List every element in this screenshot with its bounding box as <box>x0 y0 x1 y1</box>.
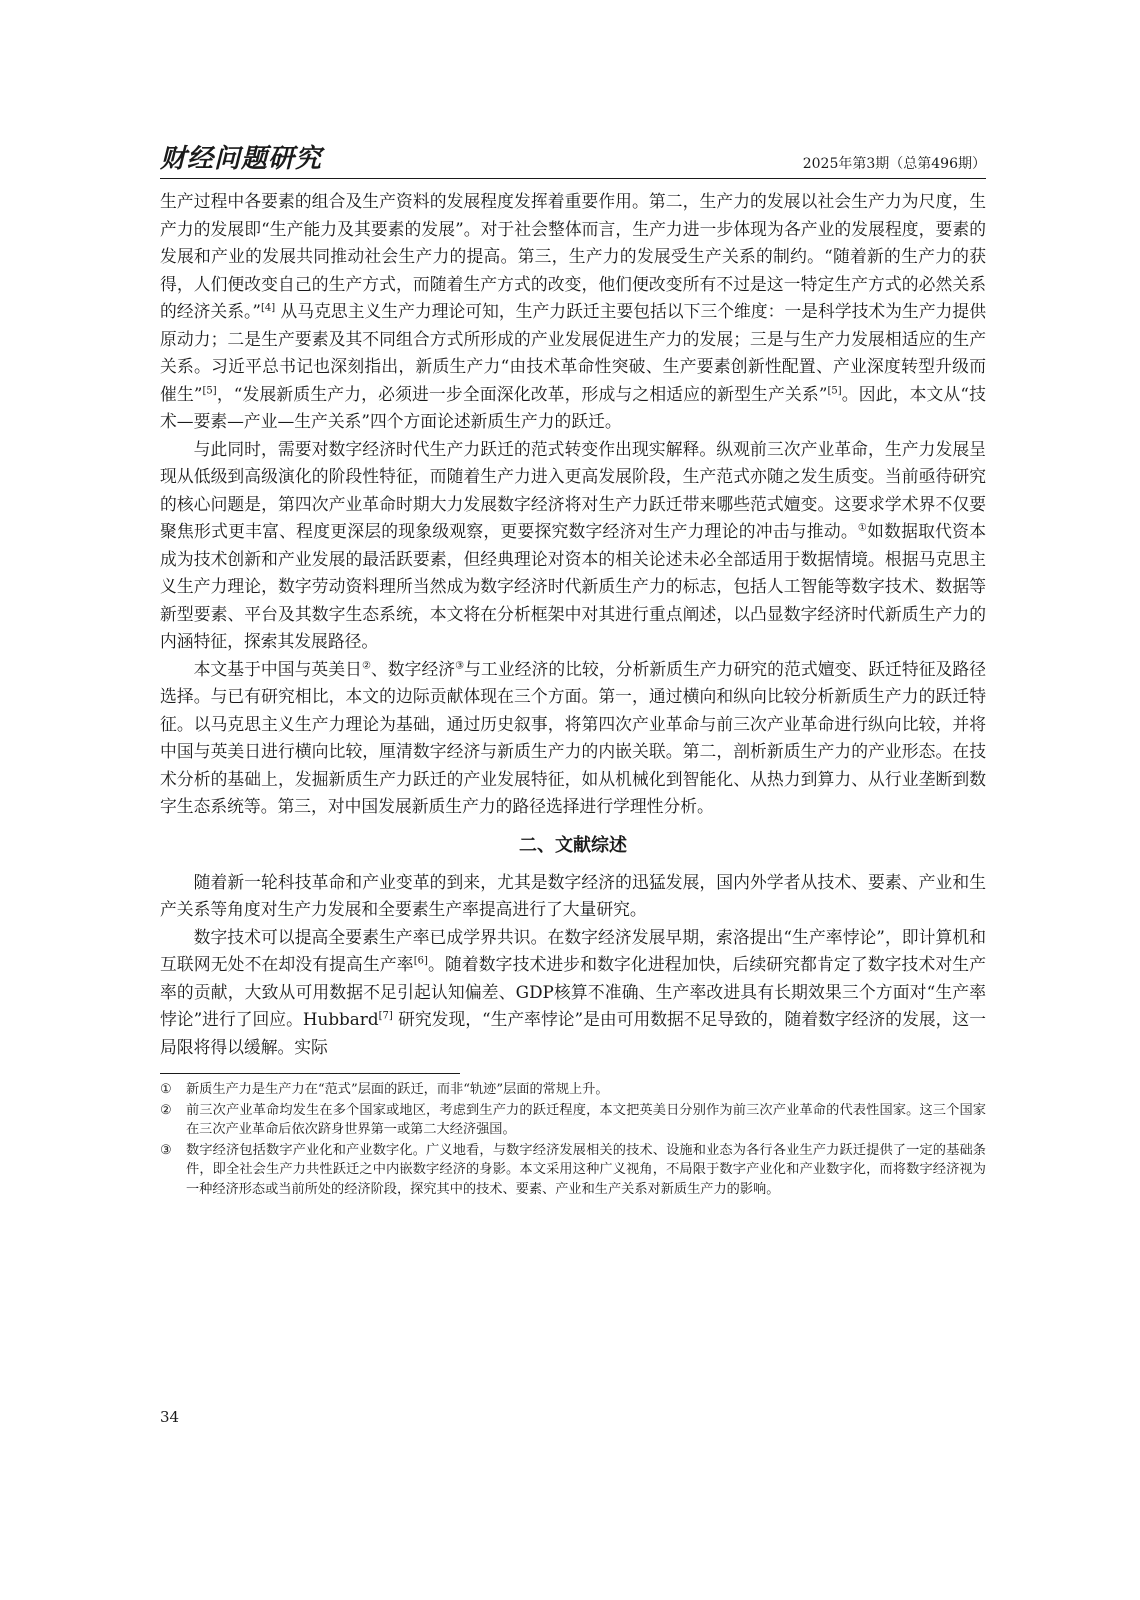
footnote-divider <box>160 1073 460 1074</box>
footnote-ref[interactable]: ③ <box>455 659 465 671</box>
paragraph: 与此同时，需要对数字经济时代生产力跃迁的范式转变作出现实解释。纵观前三次产业革命，生产力发展呈现从低级到高级演化的阶段性特征，而随着生产力进入更高发展阶段，生产范式亦随之发生质变。当前亟待研究的核心问题是，第四次产业革命时期大力发展数字经济将对生产力跃迁带来哪些范式嬗变。这要求学术界不仅要聚焦形式更丰富、程度更深层的现象级观察，更要探究数字经济对生产力理论的冲击与推动。①如数据取代资本成为技术创新和产业发展的最活跃要素，但经典理论对资本的相关论述未必全部适用于数据情境。根据马克思主义生产力理论，数字劳动资料理所当然成为数字经济时代新质生产力的标志，包括人工智能等数字技术、数据等新型要素、平台及其数字生态系统，本文将在分析框架中对其进行重点阐述，以凸显数字经济时代新质生产力的内涵特征，探索其发展路径。 <box>160 438 986 651</box>
paragraph: 数字技术可以提高全要素生产率已成学界共识。在数字经济发展早期，索洛提出“生产率悖论”，即计算机和互联网无处不在却没有提高生产率[6]。随着数字技术进步和数字化进程加快，后续研究都肯定了数字技术对生产率的贡献，大致从可用数据不足引起认知偏差、GDP核算不准确、生产率改进具有长期效果三个方面对“生产率悖论”进行了回应。Hubbard[7] 研究发现，“生产率悖论”是由可用数据不足导致的，随着数字经济的发展，这一局限将得以缓解。实际 <box>160 926 986 1057</box>
footnote <box>160 1080 986 1100</box>
footnote-text: 前三次产业革命均发生在多个国家或地区，考虑到生产力的跃迁程度，本文把英美日分别作为前三次产业革命的代表性国家。这三个国家在三次产业革命后依次跻身世界第一或第二大经济强国。 <box>186 1102 986 1137</box>
paragraph: 生产过程中各要素的组合及生产资料的发展程度发挥着重要作用。第二，生产力的发展以社会生产力为尺度，生产力的发展即“生产能力及其要素的发展”。对于社会整体而言，生产力进一步体现为各产业的发展程度，要素的发展和产业的发展共同推动社会生产力的提高。第三，生产力的发展受生产关系的制约。“随着新的生产力的获得，人们便改变自己的生产方式，而随着生产方式的改变，他们便改变所有不过是这一特定生产方式的必然关系的经济关系。”[4] 从马克思主义生产力理论可知，生产力跃迁主要包括以下三个维度：一是科学技术为生产力提供原动力；二是生产要素及其不同组合方式所形成的产业发展促进生产力的发展；三是与生产力发展相适应的生产关系。习近平总书记也深刻指出，新质生产力“由技术革命性突破、生产要素创新性配置、产业深度转型升级而催生”[5]，“发展新质生产力，必须进一步全面深化改革，形成与之相适应的新型生产关系”[5]。因此，本文从“技术—要素—产业—生产关系”四个方面论述新质生产力的跃迁。 <box>160 191 987 431</box>
footnote-mark: ③ <box>160 1142 172 1158</box>
section-heading: 二、文献综述 <box>519 834 627 856</box>
footnote <box>160 1101 986 1140</box>
footnote-mark: ② <box>160 1102 172 1118</box>
article-body <box>160 188 986 1061</box>
paragraph: 随着新一轮科技革命和产业变革的到来，尤其是数字经济的迅猛发展，国内外学者从技术、要素、产业和生产关系等角度对生产力发展和全要素生产率提高进行了大量研究。 <box>160 871 986 919</box>
journal-page <box>160 140 986 1200</box>
footnote-text: 数字经济包括数字产业化和产业数字化。广义地看，与数字经济发展相关的技术、设施和业态为各行各业生产力跃迁提供了一定的基础条件，即全社会生产力共性跃迁之中内嵌数字经济的身影。本文采用这种广义视角，不局限于数字产业化和产业数字化，而将数字经济视为一种经济形态或当前所处的经济阶段，探究其中的技术、要素、产业和生产关系对新质生产力的影响。 <box>186 1142 986 1197</box>
citation-ref[interactable]: [5] <box>827 384 842 396</box>
journal-logo: 财经问题研究 <box>160 144 323 174</box>
footnote-mark: ① <box>160 1082 172 1097</box>
citation-ref[interactable]: [5] <box>202 384 217 396</box>
issue-info: 2025年第3期（总第496期） <box>802 156 986 172</box>
footnote <box>160 1141 986 1200</box>
paragraph: 本文基于中国与英美日②、数字经济③与工业经济的比较，分析新质生产力研究的范式嬗变、跃迁特征及路径选择。与已有研究相比，本文的边际贡献体现在三个方面。第一，通过横向和纵向比较分析新质生产力的跃迁特征。以马克思主义生产力理论为基础，通过历史叙事，将第四次产业革命与前三次产业革命进行纵向比较，并将中国与英美日进行横向比较，厘清数字经济与新质生产力的内嵌关联。第二，剖析新质生产力的产业形态。在技术分析的基础上，发掘新质生产力跃迁的产业发展特征，如从机械化到智能化、从热力到算力、从行业垄断到数字生态系统等。第三，对中国发展新质生产力的路径选择进行学理性分析。 <box>160 658 986 816</box>
footnote-ref[interactable]: ② <box>361 659 371 671</box>
citation-ref[interactable]: [4] <box>260 302 276 314</box>
page-number: 34 <box>160 1408 180 1426</box>
footnote-text: 新质生产力是生产力在“范式”层面的跃迁，而非“轨迹”层面的常规上升。 <box>186 1082 609 1097</box>
running-header <box>160 140 986 179</box>
citation-ref[interactable]: [7] <box>378 1010 393 1022</box>
footnotes <box>160 1080 986 1199</box>
footnote-ref[interactable]: ① <box>857 522 868 534</box>
citation-ref[interactable]: [6] <box>413 955 428 967</box>
